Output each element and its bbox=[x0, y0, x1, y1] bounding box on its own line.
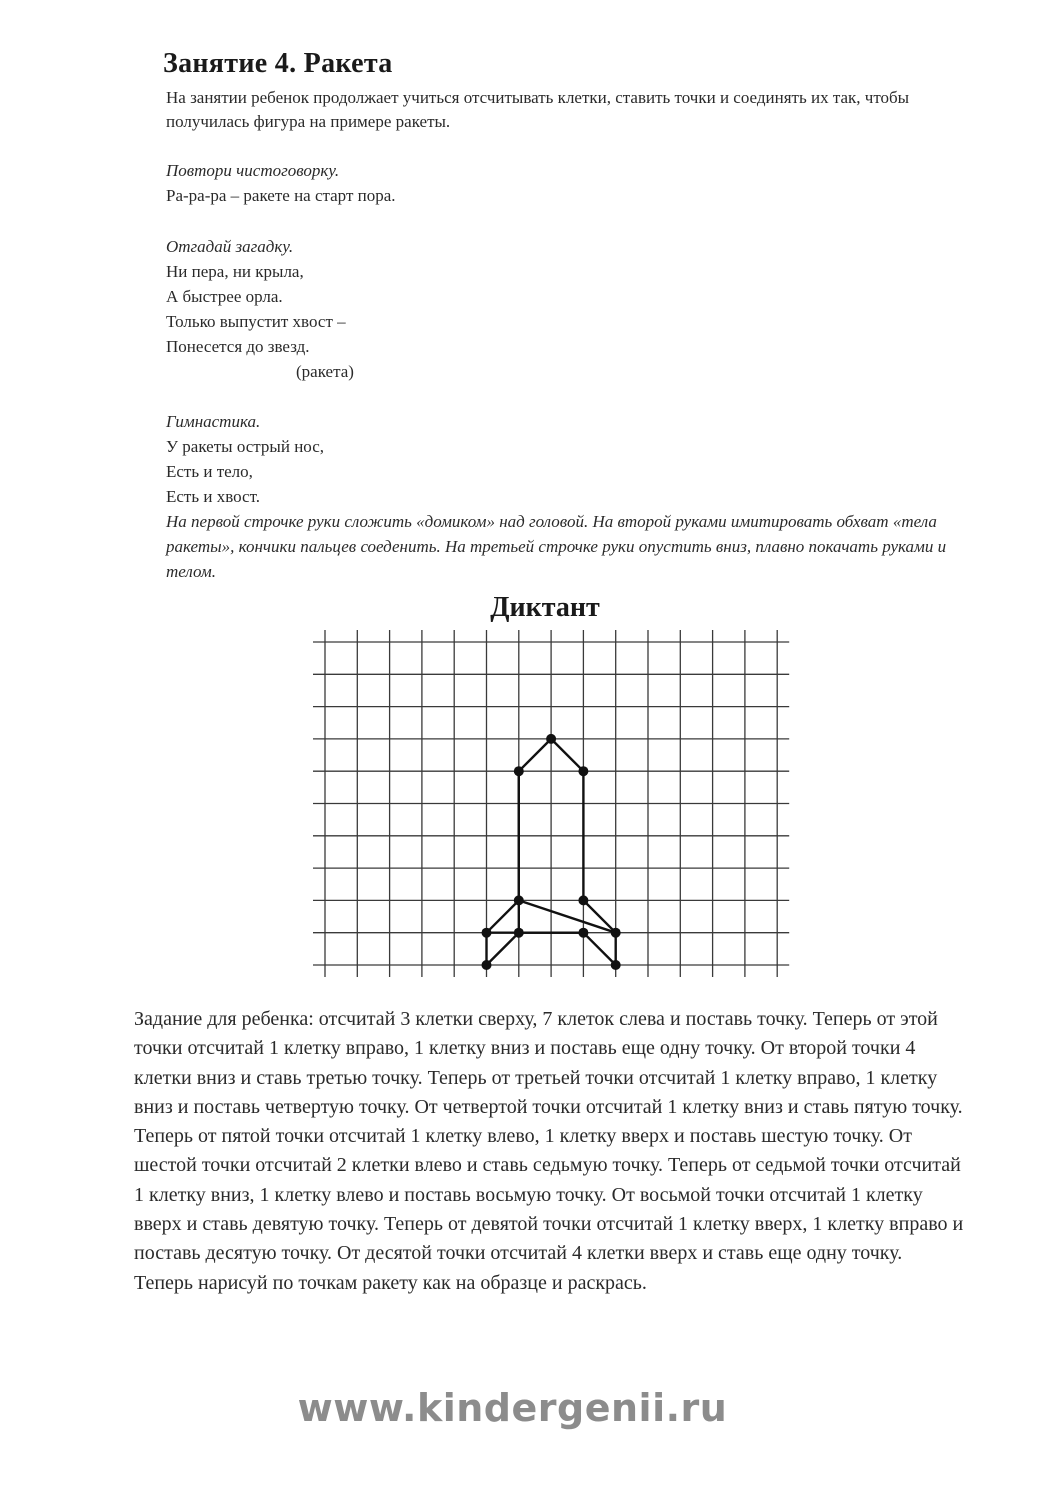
riddle-line: Понесется до звезд. bbox=[166, 337, 310, 356]
rocket-dot bbox=[578, 895, 588, 905]
rocket-dot bbox=[514, 895, 524, 905]
gymnastics-line: У ракеты острый нос, bbox=[166, 437, 325, 456]
riddle-section bbox=[166, 234, 354, 384]
task-text bbox=[134, 1005, 964, 1298]
gymnastics-instructions: На первой строчке руки сложить «домиком» над головой. На второй руками имитировать обхват «тела ракеты», кончики пальцев соеденить. На третьей строчке руки опустить вниз, плавно покачать руками и телом. bbox=[166, 512, 947, 581]
task-paragraph: Теперь нарисуй по точкам ракету как на образце и раскрась. bbox=[134, 1271, 647, 1294]
riddle-heading: Отгадай загадку. bbox=[166, 237, 294, 256]
dictation-title: Диктант bbox=[490, 592, 600, 623]
riddle-line: Ни пера, ни крыла, bbox=[166, 262, 304, 281]
gymnastics-line: Есть и хвост. bbox=[166, 487, 260, 506]
tongue-twister-section bbox=[166, 158, 396, 208]
lesson-intro: На занятии ребенок продолжает учиться отсчитывать клетки, ставить точки и соединять их так, чтобы получилась фигура на примере ракеты. bbox=[166, 88, 910, 131]
task-paragraph: Задание для ребенка: отсчитай 3 клетки сверху, 7 клеток слева и поставь точку. Теперь от этой точки отсчитай 1 клетку вправо, 1 клетку вниз и поставь еще одну точку. От второй точки 4 клетки вниз и ставь третью точку. Теперь от третьей точки отсчитай 1 клетку вправо, 1 клетку вниз и поставь четвертую точку. От четвертой точки отсчитай 1 клетку вниз и ставь пятую точку. Теперь от пятой точки отсчитай 1 клетку влево, 1 клетку вверх и поставь шестую точку. От шестой точки отсчитай 2 клетки влево и ставь седьмую точку. Теперь от седьмой точки отсчитай 1 клетку вниз, 1 клетку влево и поставь восьмую точку. От восьмой точки отсчитай 1 клетку вверх и ставь девятую точку. Теперь от девятой точки отсчитай 1 клетку вверх, 1 клетку вправо и поставь десятую точку. От десятой точки отсчитай 4 клетки вверх и ставь еще одну точку. bbox=[134, 1008, 964, 1265]
rocket-dot bbox=[514, 928, 524, 938]
gymnastics-section bbox=[166, 409, 966, 584]
rocket-dot bbox=[611, 928, 621, 938]
dictation-grid bbox=[300, 620, 800, 990]
rocket-dot bbox=[514, 766, 524, 776]
riddle-line: А быстрее орла. bbox=[166, 287, 283, 306]
page-title: Занятие 4. Ракета bbox=[163, 48, 393, 79]
rocket-dot bbox=[482, 960, 492, 970]
tongue-twister-heading: Повтори чистоговорку. bbox=[166, 161, 340, 180]
grid-lines bbox=[313, 630, 789, 977]
rocket-dot bbox=[611, 960, 621, 970]
gymnastics-heading: Гимнастика. bbox=[166, 412, 261, 431]
gymnastics-line: Есть и тело, bbox=[166, 462, 253, 481]
riddle-line: Только выпустит хвост – bbox=[166, 312, 346, 331]
website-watermark: www.kindergenii.ru bbox=[297, 1386, 728, 1430]
rocket-dot bbox=[546, 734, 556, 744]
rocket-dot bbox=[578, 766, 588, 776]
rocket-dot bbox=[482, 928, 492, 938]
tongue-twister-text: Ра-ра-ра – ракете на старт пора. bbox=[166, 186, 396, 205]
riddle-answer: (ракета) bbox=[296, 362, 354, 381]
rocket-dot bbox=[578, 928, 588, 938]
